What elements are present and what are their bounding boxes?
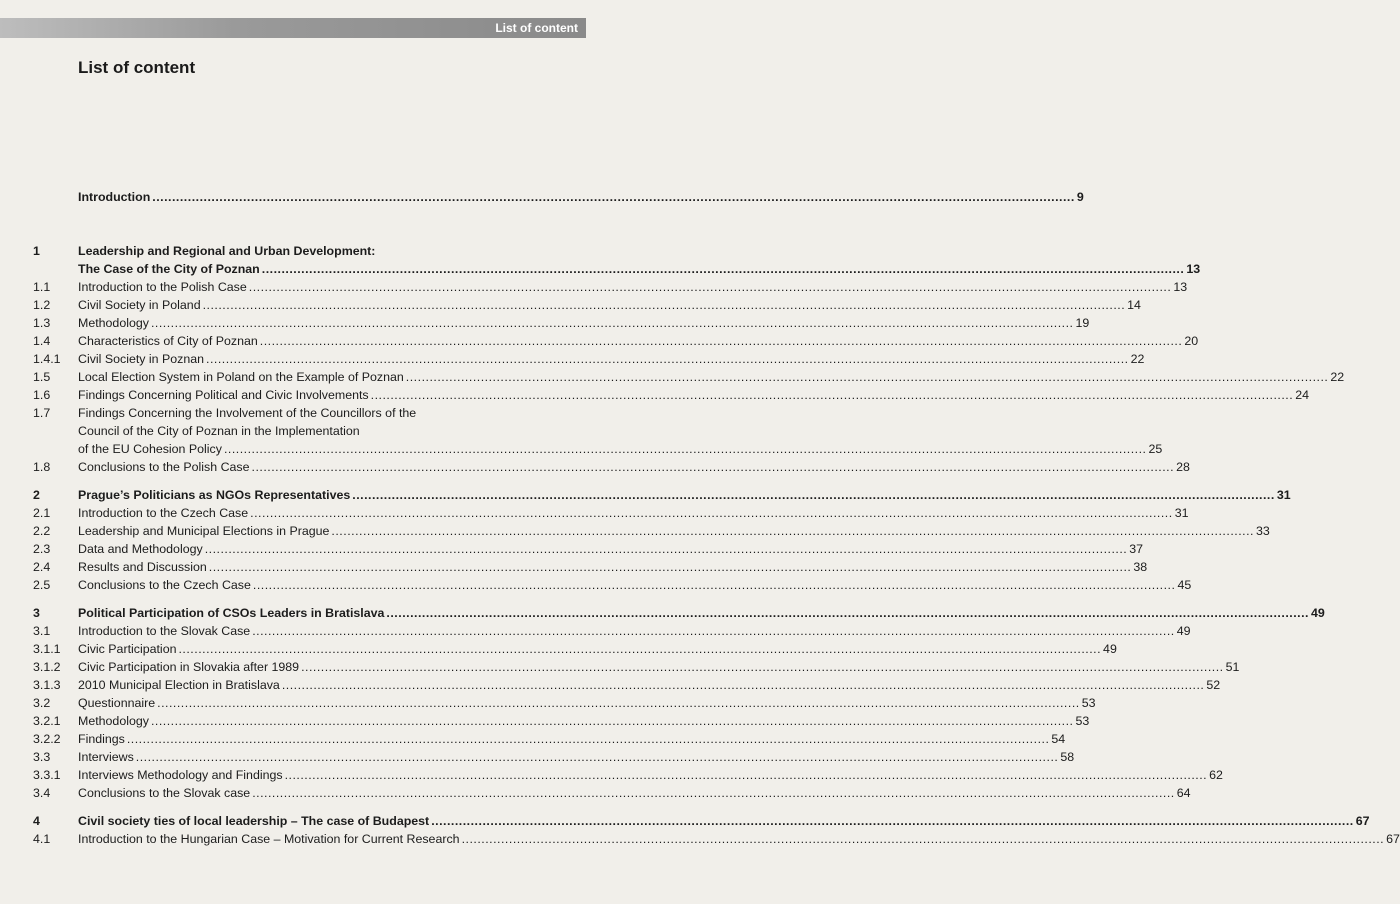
toc-dot-leader [250,504,1173,522]
toc-entry-page: 25 [1148,442,1163,456]
toc-dot-leader [224,440,1147,458]
toc-entry-page: 31 [1276,488,1291,502]
toc-entry-title: Introduction to the Slovak Case [78,624,251,638]
toc-entry-number: 3.1 [33,624,51,638]
toc-entry-title: Findings Concerning Political and Civic Involvements [78,388,369,402]
toc-entry-page: 53 [1081,696,1096,710]
toc-entry-number: 4 [33,814,40,828]
toc-entry-page: 53 [1075,714,1090,728]
toc-entry-title: 2010 Municipal Election in Bratislava [78,678,280,692]
toc-entry [0,368,1345,386]
toc-dot-leader [252,458,1175,476]
toc-entry-page: 22 [1130,352,1145,366]
toc-entry-page: 49 [1310,606,1325,620]
toc-entry-title: Data and Methodology [78,542,203,556]
toc-entry-page: 49 [1103,642,1117,656]
toc-entry-number: 2 [33,488,40,502]
toc-entry-page: 19 [1075,316,1090,330]
toc-entry [0,676,1221,694]
toc-entry-number: 1.5 [33,370,51,384]
toc-dot-leader [386,604,1309,622]
toc-entry [0,622,1191,640]
toc-dot-leader [371,386,1294,404]
toc-entry [0,658,1240,676]
toc-entry-title: Council of the City of Poznan in the Implementation [78,424,360,438]
toc-entry [0,296,1141,314]
toc-entry-number: 3.1.3 [33,678,61,692]
toc-entry [0,188,1084,206]
toc-dot-leader [151,712,1074,730]
toc-entry-number: 1.1 [33,280,51,294]
table-of-contents [0,188,1400,848]
toc-entry [0,522,1270,540]
toc-dot-leader [253,576,1176,594]
toc-dot-leader [285,766,1208,784]
running-header-label: List of content [495,21,578,35]
toc-entry-number: 2.5 [33,578,51,592]
toc-dot-leader [152,188,1075,206]
toc-entry-page: 38 [1133,560,1148,574]
toc-entry-title: Civic Participation in Slovakia after 1989 [78,660,300,674]
toc-entry [0,314,1090,332]
toc-entry-page: 64 [1176,786,1191,800]
toc-entry-title: The Case of the City of Poznan [78,262,260,276]
toc-entry [0,260,1201,278]
toc-entry-page: 67 [1355,814,1370,828]
page-title: List of content [78,58,196,77]
toc-entry [0,812,1370,830]
toc-entry [0,404,600,422]
toc-entry-number: 1.4.1 [33,352,61,366]
toc-entry-title: Civic Participation [78,642,177,656]
toc-entry-title: Introduction [78,190,151,204]
toc-entry-number: 4.1 [33,832,51,846]
toc-entry-number: 2.2 [33,524,51,538]
toc-dot-leader [127,730,1050,748]
toc-entry-number: 1.8 [33,460,51,474]
toc-entry-page: 67 [1386,832,1400,846]
toc-entry-page: 52 [1206,678,1221,692]
toc-entry [0,640,1117,658]
toc-entry-title: Questionnaire [78,696,156,710]
toc-entry [0,576,1192,594]
toc-entry-title: Interviews Methodology and Findings [78,768,283,782]
toc-entry-title: Leadership and Regional and Urban Development: [78,244,376,258]
toc-entry-title: Leadership and Municipal Elections in Prague [78,524,330,538]
toc-entry-title: of the EU Cohesion Policy [78,442,222,456]
toc-dot-leader [206,350,1129,368]
toc-entry-title: Interviews [78,750,134,764]
toc-entry [0,604,1325,622]
toc-entry-title: Conclusions to the Czech Case [78,578,251,592]
toc-entry-title: Local Election System in Poland on the Example of Poznan [78,370,404,384]
toc-entry-number: 3.2.1 [33,714,61,728]
toc-dot-leader [178,640,1101,658]
toc-entry-page: 28 [1176,460,1190,474]
toc-entry-title: Characteristics of City of Poznan [78,334,258,348]
toc-entry-title: Introduction to the Czech Case [78,506,249,520]
toc-entry-number: 1.6 [33,388,51,402]
toc-entry [0,242,600,260]
toc-entry-number: 1.7 [33,406,51,420]
toc-entry-page: 45 [1177,578,1192,592]
toc-entry [0,350,1145,368]
toc-entry-title: Findings Concerning the Involvement of the Councillors of the [78,406,417,420]
running-header-bar [0,18,586,38]
toc-entry-title: Methodology [78,714,149,728]
toc-dot-leader [431,812,1354,830]
toc-entry-title: Civil Society in Poland [78,298,201,312]
toc-entry-page: 20 [1184,334,1199,348]
toc-entry-page: 9 [1076,190,1084,204]
toc-dot-leader [209,558,1132,576]
toc-entry-number: 3.3.1 [33,768,61,782]
toc-entry-number: 3.1.2 [33,660,61,674]
toc-entry-page: 49 [1176,624,1191,638]
toc-entry-page: 58 [1060,750,1075,764]
toc-entry-page: 54 [1051,732,1066,746]
toc-entry [0,278,1188,296]
toc-entry-title: Results and Discussion [78,560,207,574]
toc-entry-page: 13 [1186,262,1201,276]
toc-entry-number: 3 [33,606,40,620]
toc-entry-page: 51 [1225,660,1240,674]
toc-entry-title: Introduction to the Polish Case [78,280,247,294]
toc-dot-leader [282,676,1205,694]
toc-dot-leader [352,486,1275,504]
toc-entry [0,486,1291,504]
toc-entry-title: Conclusions to the Polish Case [78,460,250,474]
toc-dot-leader [157,694,1080,712]
toc-entry-page: 22 [1330,370,1345,384]
toc-entry-page: 33 [1255,524,1270,538]
toc-entry-number: 3.2 [33,696,51,710]
toc-entry-number: 2.1 [33,506,51,520]
toc-entry-page: 37 [1129,542,1144,556]
toc-dot-leader [406,368,1329,386]
toc-entry [0,540,1144,558]
toc-dot-leader [151,314,1074,332]
toc-entry-number: 1.2 [33,298,51,312]
toc-entry-number: 3.3 [33,750,51,764]
toc-entry [0,694,1096,712]
toc-entry-number: 1 [33,244,40,258]
toc-entry-title: Civil Society in Poznan [78,352,205,366]
toc-dot-leader [462,830,1385,848]
toc-dot-leader [203,296,1126,314]
toc-entry-title: Introduction to the Hungarian Case – Motivation for Current Research [78,832,460,846]
toc-entry [0,830,1400,848]
toc-entry-number: 1.4 [33,334,51,348]
toc-entry-number: 3.4 [33,786,51,800]
toc-entry-title: Political Participation of CSOs Leaders in Bratislava [78,606,385,620]
toc-entry-number: 2.4 [33,560,51,574]
toc-entry-page: 62 [1209,768,1223,782]
toc-entry-page: 14 [1127,298,1141,312]
toc-entry [0,386,1309,404]
toc-entry-page: 24 [1295,388,1309,402]
toc-dot-leader [136,748,1059,766]
toc-entry-title: Findings [78,732,125,746]
toc-dot-leader [260,332,1183,350]
toc-entry-page: 31 [1174,506,1189,520]
toc-dot-leader [252,784,1175,802]
toc-entry-title: Methodology [78,316,149,330]
toc-dot-leader [331,522,1254,540]
toc-entry [0,440,1163,458]
toc-dot-leader [249,278,1172,296]
toc-dot-leader [301,658,1224,676]
toc-entry [0,558,1148,576]
toc-entry-title: Conclusions to the Slovak case [78,786,251,800]
toc-entry [0,730,1066,748]
toc-entry [0,712,1090,730]
toc-entry-number: 3.1.1 [33,642,61,656]
toc-entry [0,504,1189,522]
toc-entry [0,766,1223,784]
toc-entry-number: 3.2.2 [33,732,61,746]
toc-dot-leader [252,622,1175,640]
toc-dot-leader [262,260,1185,278]
toc-entry [0,458,1190,476]
toc-entry-number: 2.3 [33,542,51,556]
toc-entry-number: 1.3 [33,316,51,330]
toc-entry [0,332,1199,350]
toc-entry-title: Civil society ties of local leadership – The case of Budapest [78,814,430,828]
toc-entry [0,784,1191,802]
toc-entry-title: Prague’s Politicians as NGOs Representatives [78,488,351,502]
toc-entry [0,748,1075,766]
toc-entry [0,422,600,440]
toc-dot-leader [205,540,1128,558]
toc-entry-page: 13 [1173,280,1188,294]
